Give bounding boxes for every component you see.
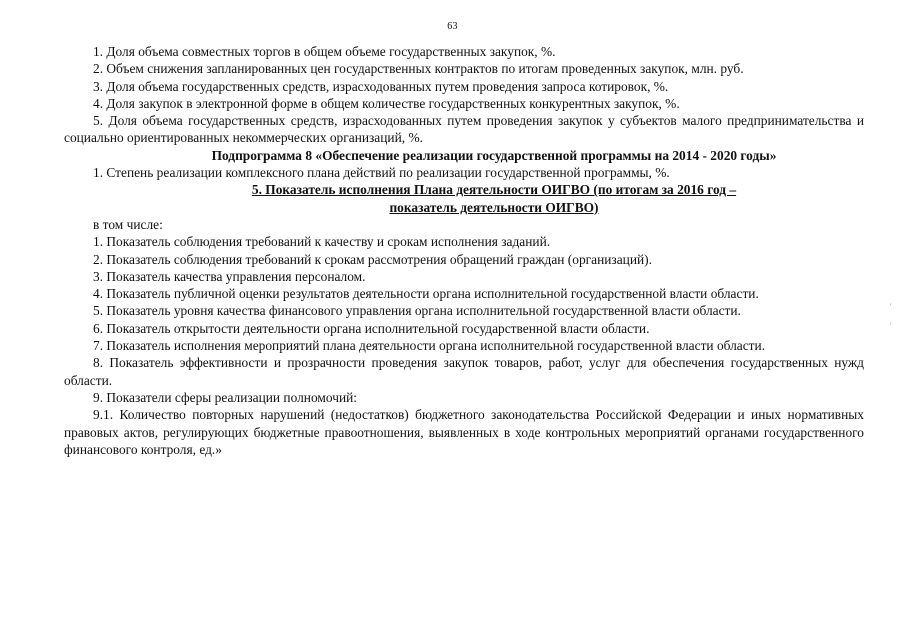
list-item: 5. Показатель уровня качества финансового управления органа исполнительной государственной власти области. [93, 303, 741, 319]
section-title-line: 5. Показатель исполнения Плана деятельности ОИГВО (по итогам за 2016 год – [251, 182, 737, 198]
list-item: 4. Показатель публичной оценки результатов деятельности органа исполнительной государственной власти области. [93, 286, 759, 302]
list-item: 6. Показатель открытости деятельности органа исполнительной государственной власти области. [93, 320, 650, 336]
list-item: 9.1. Количество повторных нарушений (недостатков) бюджетного законодательства Российской Федерации и иных нормативных правовых актов, регулирующих бюджетные правоотношения, выявленных в ходе контрольных мероприятий органами государственного финансового контроля, ед.» [64, 407, 864, 457]
list-item: 2. Объем снижения запланированных цен государственных контрактов по итогам проведенных закупок, млн. руб. [93, 61, 744, 77]
section-title-line: показатель деятельности ОИГВО) [389, 199, 599, 215]
list-item: 3. Показатель качества управления персоналом. [93, 268, 366, 284]
list-item: 1. Показатель соблюдения требований к качеству и срокам исполнения заданий. [93, 234, 551, 250]
list-item: 1. Степень реализации комплексного плана действий по реализации государственной программы, %. [93, 165, 670, 181]
list-item: 3. Доля объема государственных средств, израсходованных путем проведения запроса котировок, %. [93, 78, 669, 94]
list-item: 4. Доля закупок в электронной форме в общем количестве государственных конкурентных закупок, %. [93, 95, 680, 111]
list-item: 2. Показатель соблюдения требований к срокам рассмотрения обращений граждан (организаций). [93, 251, 652, 267]
list-item: 8. Показатель эффективности и прозрачности проведения закупок товаров, работ, услуг для обеспечения государственных нужд области. [64, 355, 864, 388]
section-title [64, 181, 864, 216]
margin-mark: ' [890, 302, 892, 311]
subprogram-heading: Подпрограмма 8 «Обеспечение реализации государственной программы на 2014 - 2020 годы» [211, 147, 777, 163]
list-item: 5. Доля объема государственных средств, израсходованных путем проведения закупок у субъектов малого предпринимательства и социально ориентированных некоммерческих организаций, %. [64, 113, 864, 146]
including-label: в том числе: [93, 216, 163, 232]
list-item: 1. Доля объема совместных торгов в общем объеме государственных закупок, %. [93, 44, 556, 59]
page-number: 63 [447, 21, 458, 32]
list-item: 9. Показатели сферы реализации полномочий: [93, 389, 358, 405]
list-item: 7. Показатель исполнения мероприятий плана деятельности органа исполнительной государственной власти области. [93, 338, 766, 354]
margin-mark: ' [890, 321, 892, 330]
document-body [64, 43, 864, 458]
